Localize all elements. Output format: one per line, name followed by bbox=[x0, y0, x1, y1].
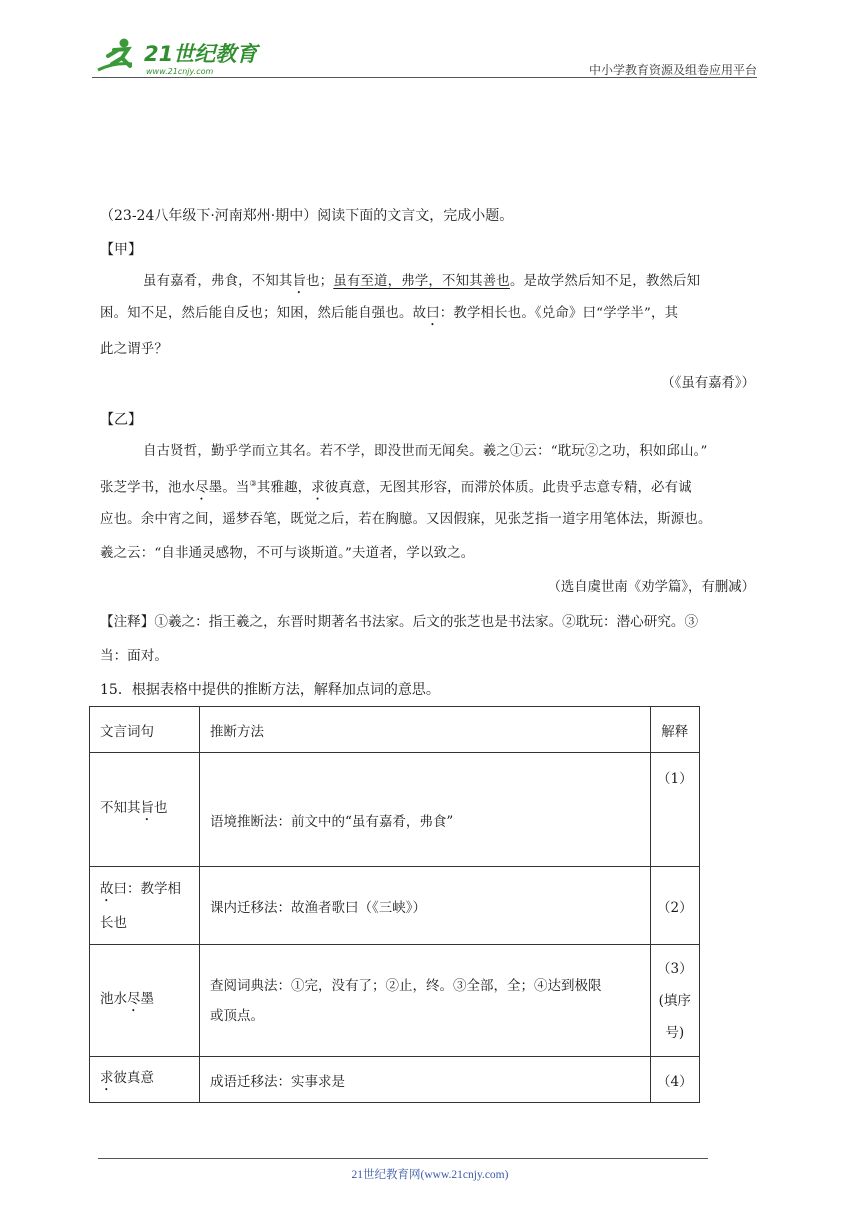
notes-line-2: 当：面对。 bbox=[100, 648, 168, 664]
table-cell-method: 查阅词典法：①完，没有了；②止，终。③全部，全；④达到极限 或顶点。 bbox=[200, 945, 651, 1057]
table-cell-method: 成语迁移法：实事求是 bbox=[200, 1057, 651, 1103]
table-cell-answer[interactable]: （4） bbox=[651, 1057, 700, 1103]
platform-name: 中小学教育资源及组卷应用平台 bbox=[588, 63, 757, 77]
yi-line-4: 羲之云：“自非通灵感物，不可与谈斯道。”夫道者，学以致之。 bbox=[100, 546, 475, 561]
jia-label: 【甲】 bbox=[100, 242, 142, 258]
dotted-char: 尽 bbox=[127, 990, 141, 1007]
table-cell-answer[interactable]: （2） bbox=[651, 867, 700, 945]
yi-line-2: 张芝学书，池水尽墨。当③其雅趣，求彼真意，无图其形容，而滞於体质。此贵乎志意专精，必有诚 bbox=[100, 479, 692, 496]
inference-table bbox=[89, 706, 700, 1103]
jia-line-1: 虽有嘉肴，弗食，不知其旨也；虽有至道，弗学，不知其善也。是故学然后知不足，教然后知 bbox=[143, 274, 701, 289]
table-row bbox=[90, 753, 700, 867]
table-cell-phrase: 求彼真意 bbox=[90, 1057, 200, 1103]
notes-line-1: 【注释】①羲之：指王羲之，东晋时期著名书法家。后文的张芝也是书法家。②耽玩：潜心研究。③ bbox=[100, 614, 699, 630]
table-header: 推断方法 bbox=[200, 707, 651, 753]
yi-line-3: 应也。余中宵之间，遥梦吞笔，既觉之后，若在胸臆。又因假寐，见张芝指一道字用笔体法，斯源也。 bbox=[100, 512, 712, 527]
table-row bbox=[90, 1057, 700, 1103]
logo-text: 21世纪教育 bbox=[144, 42, 258, 66]
intro-text: （23-24八年级下·河南郑州·期中）阅读下面的文言文，完成小题。 bbox=[100, 208, 514, 224]
dotted-char: 尽 bbox=[195, 480, 209, 496]
table-header: 文言词句 bbox=[90, 707, 200, 753]
footer-text[interactable]: 21世纪教育网(www.21cnjy.com) bbox=[351, 1169, 509, 1181]
table-cell-method: 语境推断法：前文中的“虽有嘉肴，弗食” bbox=[200, 753, 651, 867]
table-row bbox=[90, 945, 700, 1057]
dotted-char: 求 bbox=[100, 1069, 114, 1086]
dotted-char: 旨 bbox=[140, 799, 154, 816]
table-header: 解释 bbox=[651, 707, 700, 753]
dotted-char: 故 bbox=[100, 880, 114, 897]
table-cell-answer[interactable]: （1） bbox=[651, 753, 700, 867]
table-header-row bbox=[90, 707, 700, 753]
yi-line-1: 自古贤哲，勤乎学而立其名。若不学，即没世而无闻矣。羲之①云：“耽玩②之功，积如邱山。” bbox=[143, 444, 708, 459]
footer-divider bbox=[98, 1158, 708, 1159]
yi-source: （选自虞世南《劝学篇》，有删减） bbox=[547, 580, 755, 595]
underlined-sentence: 虽有至道，弗学，不知其善也 bbox=[333, 274, 510, 289]
question-15: 15．根据表格中提供的推断方法，解释加点词的意思。 bbox=[100, 682, 440, 698]
table-row bbox=[90, 867, 700, 945]
table-cell-answer[interactable]: （3） (填序 号) bbox=[651, 945, 700, 1057]
jia-source: （《虽有嘉肴》） bbox=[661, 376, 755, 391]
table-cell-method: 课内迁移法：故渔者歌曰（《三峡》） bbox=[200, 867, 651, 945]
table-cell-phrase: 故曰：教学相 长也 bbox=[90, 867, 200, 945]
table-cell-phrase: 池水尽墨 bbox=[90, 945, 200, 1057]
dotted-char: 求 bbox=[311, 480, 325, 496]
table-cell-phrase: 不知其旨也 bbox=[90, 753, 200, 867]
dotted-char: 曰 bbox=[426, 306, 440, 321]
dotted-char: 旨 bbox=[292, 274, 307, 289]
yi-label: 【乙】 bbox=[100, 412, 142, 428]
header-divider bbox=[92, 77, 757, 78]
logo-url: www.21cnjy.com bbox=[146, 67, 214, 76]
site-logo bbox=[92, 34, 262, 80]
jia-line-3: 此之谓乎？ bbox=[100, 342, 168, 357]
jia-line-2: 困。知不足，然后能自反也；知困，然后能自强也。故曰：教学相长也。《兑命》曰“学学半”，其 bbox=[100, 306, 679, 321]
